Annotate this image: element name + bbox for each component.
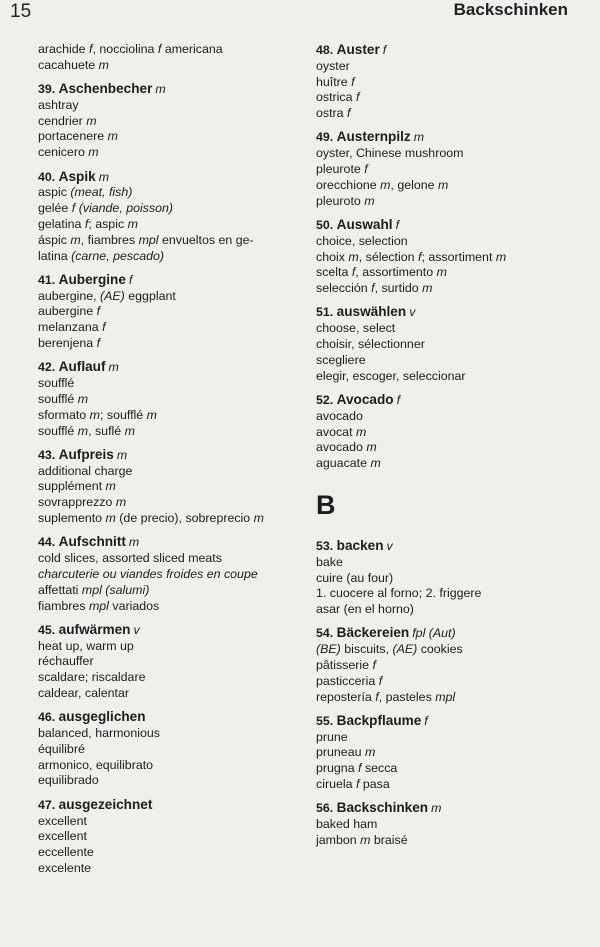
entry-headword (316, 713, 578, 730)
entry-headword (38, 622, 286, 639)
entry-word: ausgeglichen (58, 709, 146, 725)
translation-line: berenjena f (38, 336, 101, 351)
translation-line: arachide f, nocciolina f americana (38, 42, 223, 56)
translation-line: ostra f (316, 106, 351, 121)
entry-number: 49. (316, 130, 337, 145)
translation-line: soufflé (38, 376, 75, 391)
translation-line: oyster, Chinese mushroom (316, 146, 464, 161)
entry-part-of-speech: m (413, 130, 425, 145)
entry-word: aufwärmen (58, 621, 131, 637)
entry-part-of-speech: f (382, 43, 387, 57)
entry-headword (38, 81, 286, 98)
entry-word: backen (336, 537, 384, 553)
translation-line: latina (carne, pescado) (38, 248, 165, 263)
translation-line: aspic (meat, fish) (38, 185, 133, 200)
entry-word: Auflauf (58, 359, 106, 375)
translation-line: bake (316, 554, 343, 569)
dictionary-entry (38, 622, 286, 702)
dictionary-entry (38, 534, 286, 614)
translation-line: balanced, harmonious (38, 726, 160, 741)
translation-line: repostería f, pasteles mpl (316, 689, 456, 704)
left-column (38, 42, 286, 884)
translation-line: fiambres mpl variados (38, 598, 160, 613)
translation-line: excellent (38, 829, 87, 844)
entry-word: Aubergine (58, 271, 126, 287)
translation-line: aubergine f (38, 304, 101, 319)
translation-line: asar (en el horno) (316, 602, 414, 617)
translation-line: (BE) biscuits, (AE) cookies (316, 642, 463, 657)
translation-line: scegliere (316, 352, 366, 367)
entry-number: 55. (316, 713, 337, 728)
entry-part-of-speech: m (431, 801, 442, 816)
translation-line: avocado (316, 408, 363, 423)
entry-word: Avocado (336, 391, 394, 407)
translation-line: scelta f, assortimento m (316, 265, 447, 280)
entry-headword (316, 304, 578, 321)
entry-headword (38, 272, 286, 289)
translation-line: gelée f (viande, poisson) (38, 201, 174, 216)
translation-line: gelatina f; aspic m (38, 216, 138, 231)
translation-line: avocat m (316, 424, 367, 439)
entry-word: Aufschnitt (58, 534, 126, 550)
dictionary-entry (38, 169, 286, 265)
entry-headword (38, 169, 286, 186)
translation-line: choisir, sélectionner (316, 337, 425, 352)
entry-word: Backschinken (336, 800, 429, 816)
translation-line: additional charge (38, 463, 133, 478)
translation-line: affettati mpl (salumi) (38, 582, 150, 597)
entry-part-of-speech: f (424, 713, 428, 728)
entries-a-section (316, 42, 578, 472)
entry-part-of-speech: f (128, 272, 133, 287)
translation-line: prune (316, 729, 348, 744)
entry-headword (38, 709, 286, 726)
dictionary-entry (316, 392, 578, 472)
entry-headword (316, 538, 578, 555)
entry-part-of-speech: m (155, 82, 166, 97)
translation-line: excellent (38, 813, 87, 828)
entry-number: 56. (316, 801, 337, 816)
dictionary-entry (316, 538, 578, 618)
translation-line: suplemento m (de precio), sobreprecio m (38, 511, 264, 526)
entry-number: 45. (38, 622, 59, 637)
section-letter: B (316, 489, 336, 520)
entry-part-of-speech: f (396, 392, 401, 407)
translation-line: heat up, warm up (38, 638, 134, 653)
entry-headword (316, 800, 578, 817)
entry-headword (38, 797, 286, 814)
translation-line: áspic m, fiambres mpl envueltos en ge- (38, 232, 254, 247)
page-number: 15 (10, 1, 32, 22)
dictionary-entry (38, 447, 286, 527)
entry-headword (316, 392, 578, 409)
dictionary-entry (38, 359, 286, 439)
translation-line: cenicero m (38, 145, 99, 160)
translation-line: choose, select (316, 321, 396, 336)
translation-line: ashtray (38, 97, 79, 112)
dictionary-entry (316, 713, 578, 793)
translation-line: huître f (316, 74, 355, 89)
translation-line: pruneau m (316, 745, 376, 760)
entry-word: Auswahl (336, 216, 393, 232)
translation-line: charcuterie ou viandes froides en coupe (38, 566, 258, 581)
translation-line: aubergine, (AE) eggplant (38, 288, 176, 303)
entry-number: 48. (316, 43, 337, 57)
entry-word: Aschenbecher (58, 81, 153, 97)
entry-part-of-speech: m (116, 447, 128, 462)
translation-line: sformato m; soufflé m (38, 407, 157, 422)
entry-number: 47. (38, 797, 59, 812)
translation-line: ostrica f (316, 90, 360, 105)
translation-line: soufflé m (38, 391, 89, 406)
translation-line: armonico, equilibrato (38, 757, 154, 772)
entry-part-of-speech: v (386, 538, 393, 553)
entry-word: ausgezeichnet (58, 796, 153, 812)
translation-line: baked ham (316, 817, 378, 832)
translation-line: 1. cuocere al forno; 2. friggere (316, 586, 482, 601)
translation-line: choix m, sélection f; assortiment m (316, 249, 507, 264)
entry-part-of-speech: fpl (Aut) (412, 626, 456, 641)
entry-headword (316, 625, 578, 642)
dictionary-entry (316, 42, 578, 122)
entry-number: 51. (316, 305, 337, 320)
entry-word: Aspik (58, 168, 96, 184)
translation-line: choice, selection (316, 233, 408, 248)
entry-part-of-speech: m (98, 169, 110, 184)
translation-line: pasticceria f (316, 673, 383, 688)
translation-line: prugna f secca (316, 761, 398, 776)
translation-line: cuire (au four) (316, 570, 394, 585)
entry-headword (38, 534, 286, 551)
entry-word: Backpflaume (336, 712, 422, 728)
translation-line: portacenere m (38, 129, 118, 144)
translation-line: jambon m braisé (316, 832, 408, 847)
entry-headword (38, 359, 286, 376)
entry-headword (316, 217, 578, 234)
right-column (316, 42, 578, 856)
translation-line: cacahuete m (38, 57, 109, 72)
running-head: Backschinken (453, 0, 568, 19)
entry-part-of-speech: m (128, 535, 140, 550)
entry-part-of-speech: v (409, 305, 416, 320)
entry-number: 50. (316, 217, 337, 232)
entry-number: 40. (38, 169, 59, 184)
dictionary-entry (38, 272, 286, 352)
entry-part-of-speech: f (395, 217, 400, 232)
translation-line: equilibrado (38, 773, 99, 788)
entry-number: 53. (316, 538, 337, 553)
dictionary-entry (316, 304, 578, 384)
dictionary-entry (38, 709, 286, 789)
continued-entry (38, 42, 286, 74)
translation-line: aguacate m (316, 456, 381, 471)
translation-line: scaldare; riscaldare (38, 670, 146, 685)
translation-line: oyster (316, 58, 350, 73)
dictionary-entry (316, 625, 578, 705)
entry-headword (38, 447, 286, 464)
entry-word: Austernpilz (336, 129, 411, 145)
dictionary-entry (316, 129, 578, 209)
entry-word: Aufpreis (58, 446, 114, 462)
entry-number: 54. (316, 626, 337, 641)
entry-word: Auster (336, 42, 380, 57)
translation-line: sovrapprezzo m (38, 495, 127, 510)
translation-line: melanzana f (38, 320, 106, 335)
entry-number: 43. (38, 447, 59, 462)
translation-line: excelente (38, 860, 92, 875)
translation-line: caldear, calentar (38, 685, 129, 700)
translation-line: pâtisserie f (316, 658, 376, 672)
entry-word: auswählen (336, 304, 407, 320)
entry-number: 52. (316, 392, 337, 407)
translation-line: équilibré (38, 741, 85, 756)
translation-line: elegir, escoger, seleccionar (316, 368, 466, 383)
translation-line: pleurote f (316, 162, 368, 177)
translation-line: cendrier m (38, 113, 97, 128)
entry-number: 46. (38, 710, 59, 725)
entry-number: 39. (38, 82, 59, 97)
translation-line: eccellente (38, 845, 94, 860)
translation-line: orecchione m, gelone m (316, 177, 449, 192)
entry-part-of-speech: v (133, 622, 140, 637)
translation-line: cold slices, assorted sliced meats (38, 551, 222, 566)
translation-line: réchauffer (38, 654, 94, 669)
dictionary-entry (38, 797, 286, 877)
entry-word: Bäckereien (336, 625, 410, 641)
entry-number: 42. (38, 360, 59, 375)
dictionary-entry (38, 81, 286, 161)
page-header (0, 0, 600, 26)
translation-line: selección f, surtido m (316, 281, 433, 296)
translation-line: avocado m (316, 440, 377, 455)
entry-part-of-speech: m (108, 360, 119, 375)
entry-headword (316, 129, 578, 146)
entries-b-section (316, 538, 578, 849)
translation-line: pleuroto m (316, 193, 375, 208)
dictionary-entry (316, 217, 578, 297)
dictionary-entry (316, 800, 578, 848)
entry-number: 44. (38, 535, 59, 550)
translation-line: supplément m (38, 479, 116, 494)
entry-number: 41. (38, 272, 59, 287)
entry-headword (316, 42, 578, 59)
translation-line: ciruela f pasa (316, 777, 390, 792)
translation-line: soufflé m, suflé m (38, 423, 135, 438)
